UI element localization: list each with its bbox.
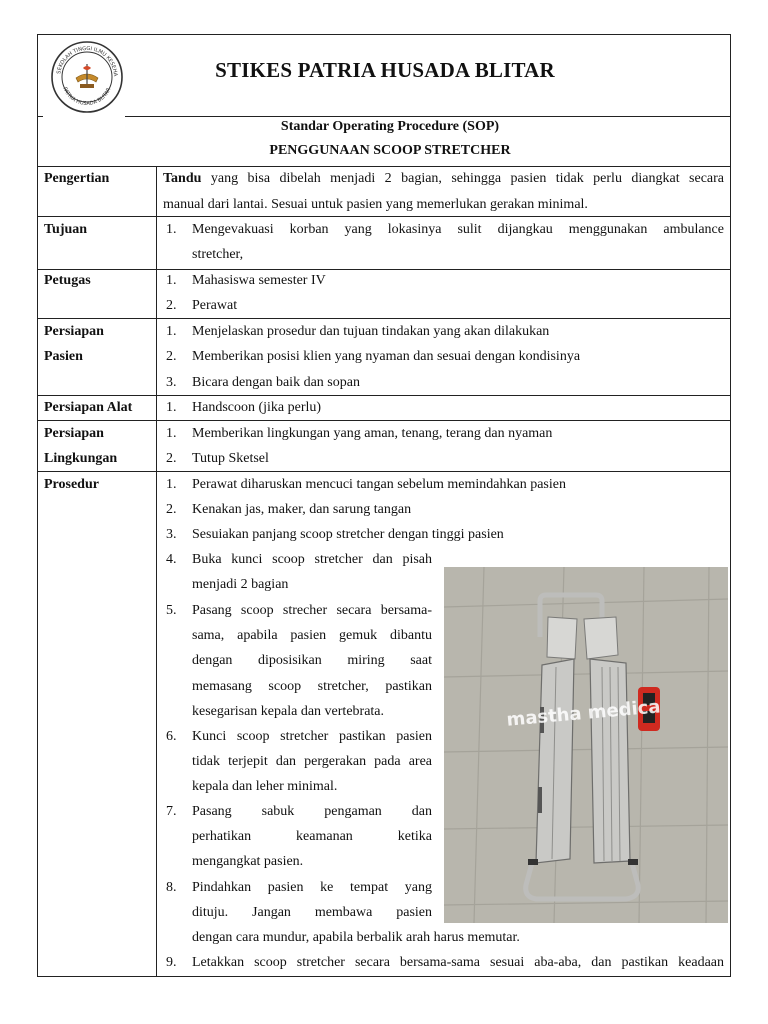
prosedur-number: 5.: [166, 603, 177, 618]
persiapan-lingkungan-item: Memberikan lingkungan yang aman, tenang, terang dan nyaman: [192, 426, 553, 441]
prosedur-line: Pasang sabuk pengaman dan: [192, 804, 432, 819]
prosedur-line: mengangkat pasien.: [192, 854, 304, 869]
prosedur-number: 9.: [166, 955, 177, 970]
prosedur-line: kesegarisan kepala dan vertebrata.: [192, 704, 385, 719]
petugas-item: Perawat: [192, 298, 238, 313]
header-divider: [125, 116, 731, 117]
prosedur-line: Perawat diharuskan mencuci tangan sebelum memindahkan pasien: [192, 477, 566, 492]
scoop-stretcher-photo: [444, 567, 728, 923]
prosedur-line: Kunci scoop stretcher pastikan pasien: [192, 729, 432, 744]
prosedur-number: 7.: [166, 804, 177, 819]
label-tujuan: Tujuan: [44, 222, 88, 237]
row-divider: [37, 395, 731, 396]
prosedur-line: menjadi 2 bagian: [192, 577, 289, 592]
institution-seal: [50, 40, 124, 114]
institution-name: STIKES PATRIA HUSADA BLITAR: [215, 58, 555, 82]
persiapan-alat-item: Handscoon (jika perlu): [192, 400, 322, 415]
doc-type: Standar Operating Procedure (SOP): [280, 119, 500, 134]
column-divider: [156, 166, 157, 977]
prosedur-line: Buka kunci scoop stretcher dan pisah: [192, 552, 432, 567]
prosedur-line: Kenakan jas, maker, dan sarung tangan: [192, 502, 412, 517]
persiapan-pasien-item: Bicara dengan baik dan sopan: [192, 375, 360, 390]
pengertian-term: Tandu: [163, 171, 202, 186]
prosedur-line: Pasang scoop strecher secara bersama-: [192, 603, 432, 618]
prosedur-line: Sesuiakan panjang scoop stretcher dengan tinggi pasien: [192, 527, 504, 542]
persiapan-pasien-item: Memberikan posisi klien yang nyaman dan sesuai dengan kondisinya: [192, 349, 581, 364]
label-persiapan-lingkungan-1: Persiapan: [44, 426, 104, 441]
label-persiapan-alat: Persiapan Alat: [44, 400, 133, 415]
tujuan-item-line-2: stretcher,: [192, 247, 244, 262]
pengertian-line-2: manual dari lantai. Sesuai untuk pasien yang memerlukan gerakan minimal.: [163, 197, 588, 212]
label-pengertian: Pengertian: [44, 171, 110, 186]
prosedur-line: Pindahkan pasien ke tempat yang: [192, 880, 432, 895]
label-persiapan-lingkungan-2: Lingkungan: [44, 451, 118, 466]
pengertian-line-1: [163, 166, 724, 191]
persiapan-pasien-number: 2.: [166, 349, 177, 364]
prosedur-number: 1.: [166, 477, 177, 492]
persiapan-lingkungan-item: Tutup Sketsel: [192, 451, 269, 466]
tujuan-item-line-1: Mengevakuasi korban yang lokasinya sulit dijangkau menggunakan ambulance: [192, 222, 724, 237]
persiapan-pasien-number: 1.: [166, 324, 177, 339]
petugas-number: 1.: [166, 273, 177, 288]
prosedur-line: memasang scoop stretcher, pastikan: [192, 679, 432, 694]
tujuan-number: 1.: [166, 222, 177, 237]
prosedur-line: dituju. Jangan membawa pasien: [192, 905, 432, 920]
petugas-number: 2.: [166, 298, 177, 313]
persiapan-pasien-number: 3.: [166, 375, 177, 390]
prosedur-line: tidak terjepit dan pergerakan pada area: [192, 754, 432, 769]
pengertian-text-1: yang bisa dibelah menjadi 2 bagian, sehingga pasien tidak perlu diangkat secara: [210, 171, 724, 186]
persiapan-pasien-item: Menjelaskan prosedur dan tujuan tindakan yang akan dilakukan: [192, 324, 550, 339]
persiapan-lingkungan-number: 2.: [166, 451, 177, 466]
header-divider-stub: [37, 116, 43, 117]
label-persiapan-pasien-1: Persiapan: [44, 324, 104, 339]
row-divider: [37, 269, 731, 270]
prosedur-number: 6.: [166, 729, 177, 744]
prosedur-line: sama, apabila pasien gemuk dibantu: [192, 628, 432, 643]
photo-watermark: mastha medica: [505, 696, 662, 731]
petugas-item: Mahasiswa semester IV: [192, 273, 326, 288]
prosedur-line: dengan diposisikan miring saat: [192, 653, 432, 668]
prosedur-line: dengan cara mundur, apabila berbalik arah harus memutar.: [192, 930, 520, 945]
prosedur-line: kepala dan leher minimal.: [192, 779, 338, 794]
prosedur-number: 2.: [166, 502, 177, 517]
prosedur-line: Letakkan scoop stretcher secara bersama-sama sesuai aba-aba, dan pastikan keadaan: [192, 955, 724, 970]
persiapan-lingkungan-number: 1.: [166, 426, 177, 441]
prosedur-number: 4.: [166, 552, 177, 567]
prosedur-number: 3.: [166, 527, 177, 542]
label-persiapan-pasien-2: Pasien: [44, 349, 83, 364]
persiapan-alat-number: 1.: [166, 400, 177, 415]
svg-text:PATRIA HUSADA BLITAR: PATRIA HUSADA BLITAR: [61, 86, 113, 108]
prosedur-line: perhatikan keamanan ketika: [192, 829, 432, 844]
label-petugas: Petugas: [44, 273, 91, 288]
label-prosedur: Prosedur: [44, 477, 99, 492]
doc-title: PENGGUNAAN SCOOP STRETCHER: [269, 143, 511, 158]
prosedur-number: 8.: [166, 880, 177, 895]
svg-text:SEKOLAH TINGGI ILMU KESEHATAN: SEKOLAH TINGGI ILMU KESEHA: [56, 45, 119, 77]
